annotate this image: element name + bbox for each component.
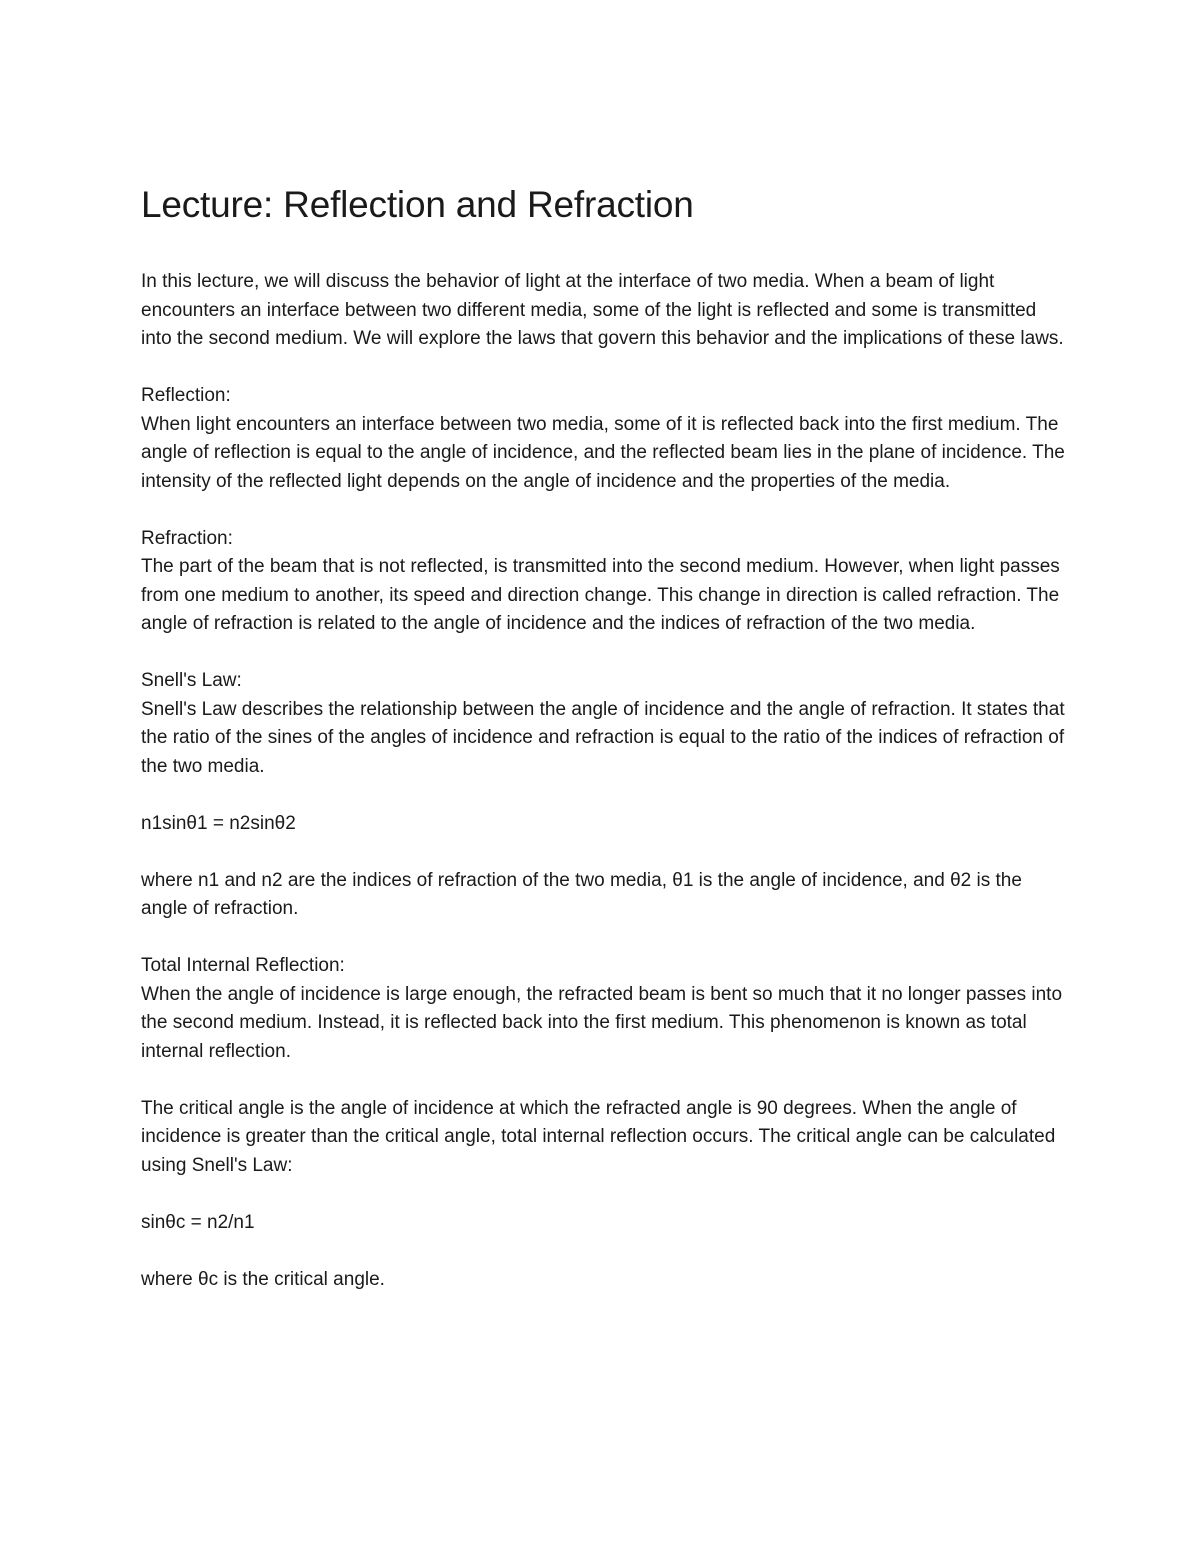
reflection-section xyxy=(141,382,1066,496)
reflection-heading: Reflection: xyxy=(141,385,231,406)
snells-law-explanation: where n1 and n2 are the indices of refraction of the two media, θ1 is the angle of incidence, and θ2 is the angle of refraction. xyxy=(141,869,1022,919)
intro-paragraph: In this lecture, we will discuss the behavior of light at the interface of two media. When a beam of light encounters an interface between two different media, some of the light is reflected and some is transmitted into the second medium. We will explore the laws that govern this behavior and the implications of these laws. xyxy=(141,271,1064,349)
snells-law-equation: n1sinθ1 = n2sinθ2 xyxy=(141,812,296,834)
snells-law-heading: Snell's Law: xyxy=(141,670,242,691)
refraction-heading: Refraction: xyxy=(141,527,233,549)
critical-angle-explanation: where θc is the critical angle. xyxy=(141,1268,385,1290)
snells-law-body: Snell's Law describes the relationship between the angle of incidence and the angle of refraction. It states that the ratio of the sines of the angles of incidence and refraction is equal to the ratio of the indices of refraction of the two media. xyxy=(141,698,1065,777)
tir-section xyxy=(141,952,1066,1066)
page-title: Lecture: Reflection and Refraction xyxy=(141,184,694,225)
tir-body: When the angle of incidence is large enough, the refracted beam is bent so much that it no longer passes into the second medium. Instead, it is reflected back into the first medium. This phenomenon is known as total internal reflection. xyxy=(141,983,1063,1062)
tir-heading: Total Internal Reflection: xyxy=(141,955,345,976)
snells-law-section xyxy=(141,667,1066,781)
critical-angle-paragraph: The critical angle is the angle of incidence at which the refracted angle is 90 degrees. When the angle of incidence is greater than the critical angle, total internal reflection occurs. The critical angle can be calculated using Snell's Law: xyxy=(141,1097,1056,1176)
refraction-body: The part of the beam that is not reflected, is transmitted into the second medium. However, when light passes from one medium to another, its speed and direction change. This change in direction is called refraction. The angle of refraction is related to the angle of incidence and the indices of refraction of the two media. xyxy=(141,556,1060,634)
document-page xyxy=(141,182,1066,1323)
reflection-body: When light encounters an interface between two media, some of it is reflected back into the first medium. The angle of reflection is equal to the angle of incidence, and the reflected beam lies in the plane of incidence. The intensity of the reflected light depends on the angle of incidence and the properties of the media. xyxy=(141,413,1065,492)
refraction-section xyxy=(141,525,1066,639)
critical-angle-equation: sinθc = n2/n1 xyxy=(141,1211,255,1233)
